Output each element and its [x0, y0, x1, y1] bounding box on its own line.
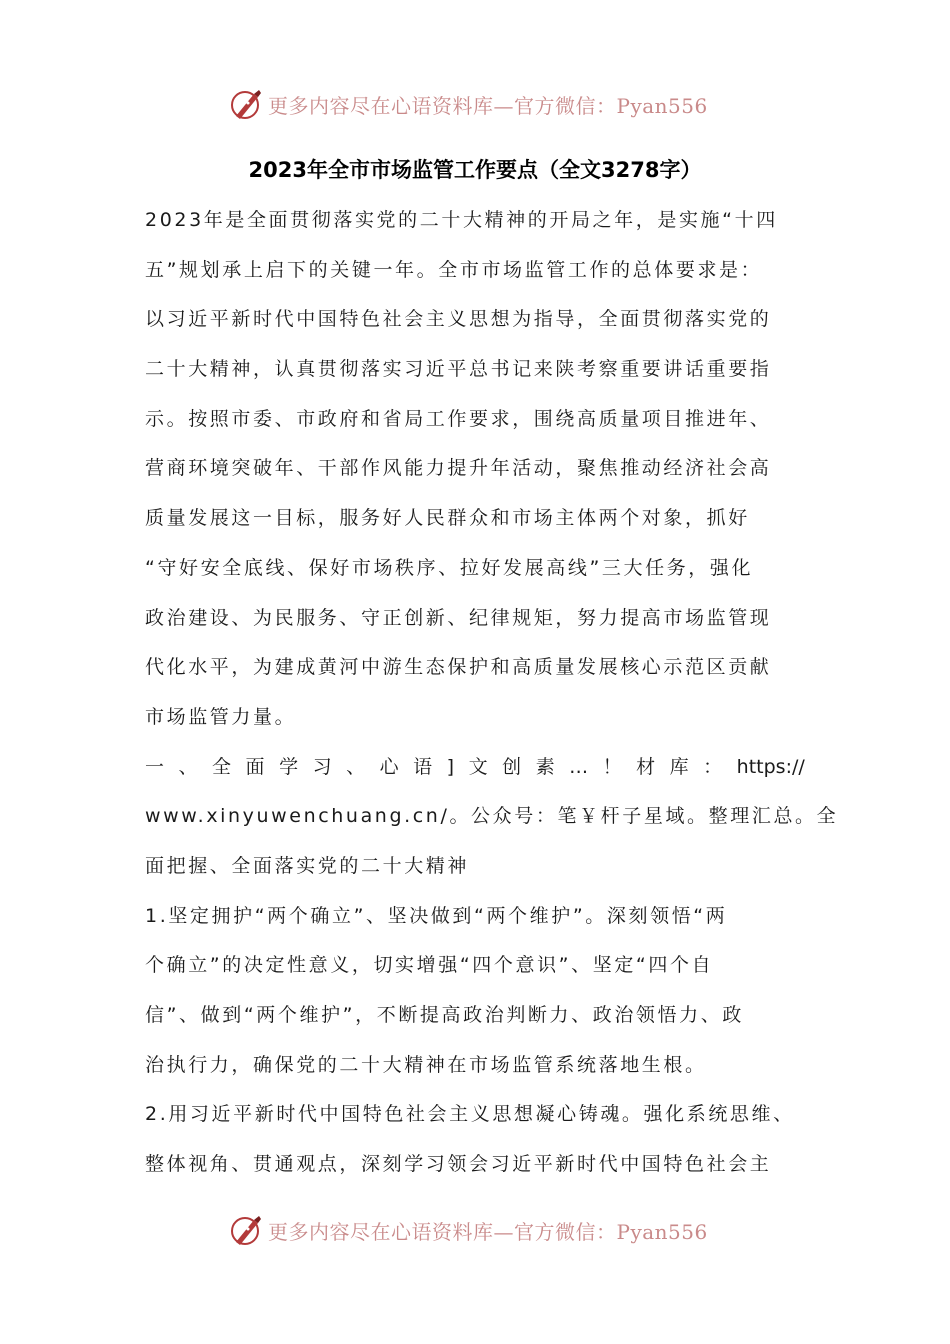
watermark-banner-top: [228, 84, 728, 124]
heading-token: 、: [178, 755, 198, 778]
item-line: 治执行力，确保党的二十大精神在市场监管系统落地生根。: [145, 1053, 707, 1076]
heading-token: ！: [602, 755, 622, 778]
item-line: 1.坚定拥护“两个确立”、坚决做到“两个维护”。深刻领悟“两: [145, 904, 728, 927]
heading-token: 库: [669, 755, 689, 778]
item-line: 整体视角、贯通观点，深刻学习领会习近平新时代中国特色社会主: [145, 1153, 772, 1176]
item-line: 个确立”的决定性意义，切实增强“四个意识”、坚定“四个自: [145, 954, 714, 977]
section-heading-line: 面把握、全面落实党的二十大精神: [145, 854, 470, 877]
heading-token: 一: [145, 755, 165, 778]
heading-token: 心: [379, 755, 399, 778]
heading-token: 创: [502, 755, 522, 778]
heading-token: ]: [446, 755, 455, 778]
heading-token: 面: [245, 755, 265, 778]
heading-token: 、: [346, 755, 366, 778]
item-line: 信”、做到“两个维护”，不断提高政治判断力、政治领悟力、政: [145, 1004, 744, 1026]
heading-url-token: https://: [736, 755, 805, 778]
watermark-banner-bottom: [228, 1210, 728, 1250]
heading-token: 习: [312, 755, 332, 778]
fountain-pen-logo-icon: [228, 86, 264, 122]
heading-token: ：: [703, 755, 723, 778]
document-title: 2023年全市市场监管工作要点（全文3278字）: [248, 158, 702, 182]
heading-token: 材: [636, 755, 656, 778]
fountain-pen-logo-icon: [228, 1212, 264, 1248]
heading-token: 语: [413, 755, 433, 778]
paragraph-line: 2023年是全面贯彻落实党的二十大精神的开局之年，是实施“十四: [145, 209, 778, 231]
paragraph-line: 营商环境突破年、干部作风能力提升年活动，聚焦推动经济社会高: [145, 457, 772, 480]
section-heading-line: www.xinyuwenchuang.cn/。公众号：笔￥杆子星域。整理汇总。全: [145, 805, 839, 828]
paragraph-line: 市场监管力量。: [145, 705, 297, 728]
heading-token: 素: [535, 755, 555, 778]
section-heading-line: [145, 743, 805, 793]
heading-token: …: [569, 755, 589, 778]
heading-token: 全: [212, 755, 232, 778]
paragraph-line: 政治建设、为民服务、守正创新、纪律规矩，努力提高市场监管现: [145, 606, 772, 629]
paragraph-line: “守好安全底线、保好市场秩序、拉好发展高线”三大任务，强化: [145, 556, 754, 579]
paragraph-line: 以习近平新时代中国特色社会主义思想为指导，全面贯彻落实党的: [145, 308, 772, 331]
document-body: [145, 196, 839, 1190]
paragraph-line: 示。按照市委、市政府和省局工作要求，围绕高质量项目推进年、: [145, 407, 772, 430]
heading-token: 文: [468, 755, 488, 778]
heading-token: 学: [279, 755, 299, 778]
paragraph-line: 代化水平，为建成黄河中游生态保护和高质量发展核心示范区贡献: [145, 656, 772, 679]
paragraph-line: 五”规划承上启下的关键一年。全市市场监管工作的总体要求是：: [145, 258, 763, 281]
watermark-text: 更多内容尽在心语资料库—官方微信：Pyan556: [268, 93, 708, 118]
paragraph-line: 二十大精神，认真贯彻落实习近平总书记来陕考察重要讲话重要指: [145, 358, 772, 381]
watermark-text: 更多内容尽在心语资料库—官方微信：Pyan556: [268, 1219, 708, 1244]
paragraph-line: 质量发展这一目标，服务好人民群众和市场主体两个对象，抓好: [145, 507, 750, 530]
item-line: 2.用习近平新时代中国特色社会主义思想凝心铸魂。强化系统思维、: [145, 1103, 795, 1126]
